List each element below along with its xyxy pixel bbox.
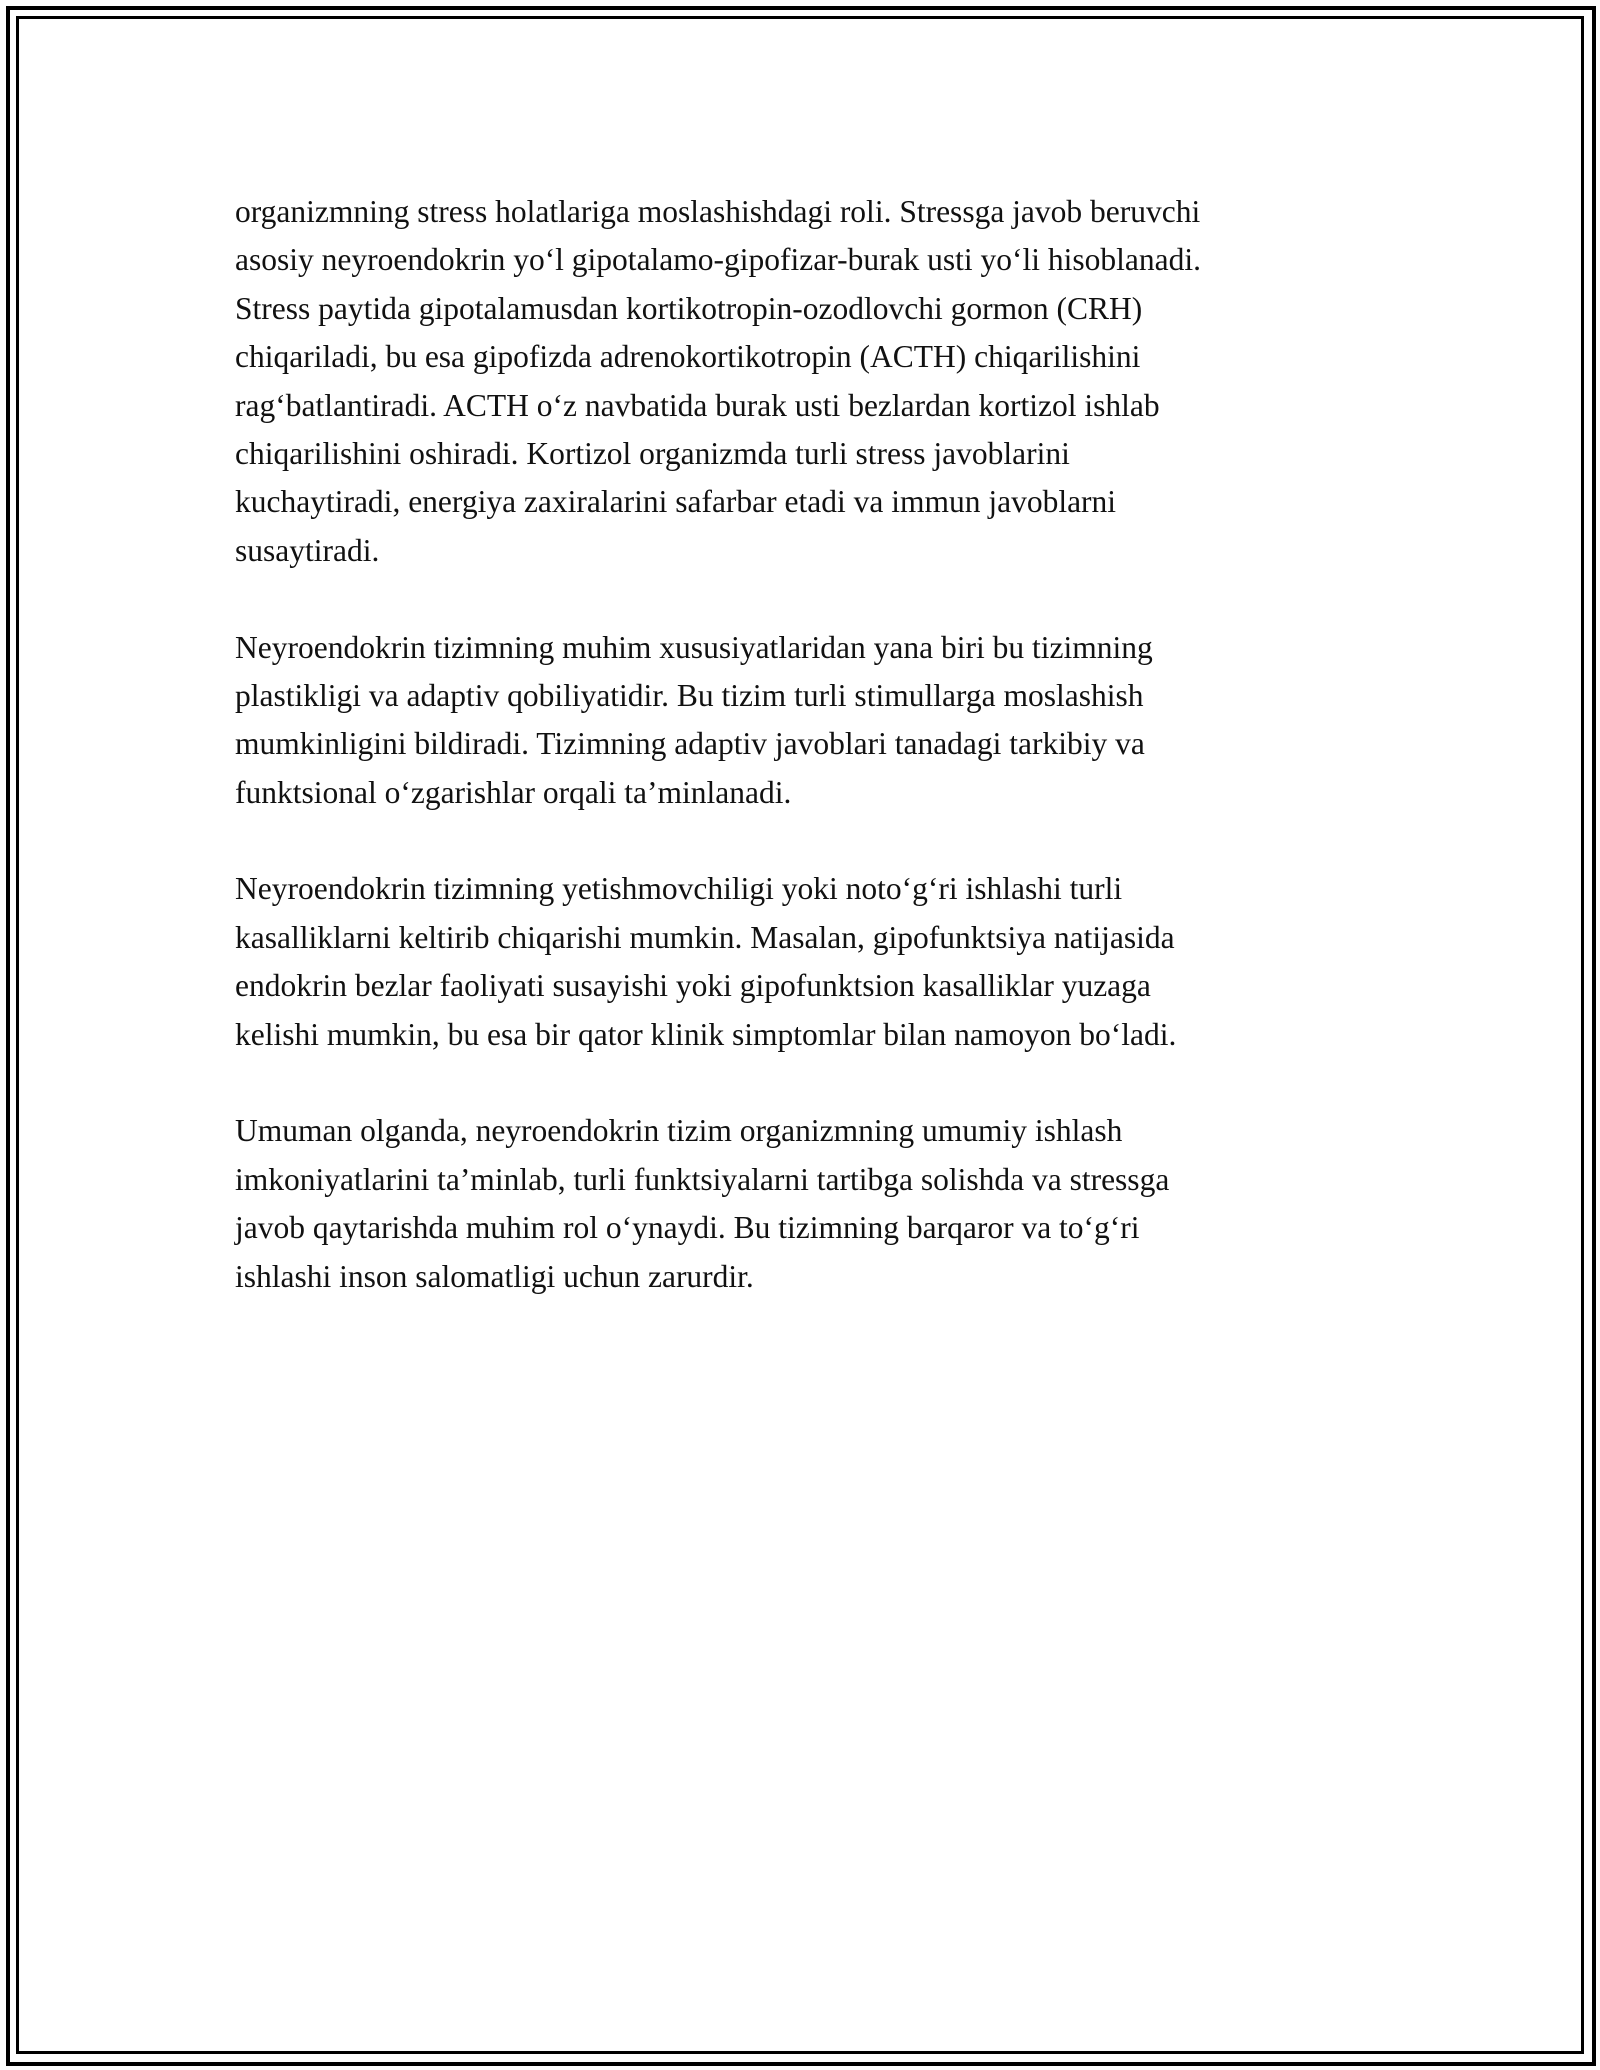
text-line: susaytiradi.	[235, 532, 380, 568]
text-line: endokrin bezlar faoliyati susayishi yoki gipofunktsion kasalliklar yuzaga	[235, 968, 1151, 1004]
text-line: plastikligi va adaptiv qobiliyatidir. Bu tizim turli stimullarga moslashish	[235, 677, 1144, 713]
text-line: kasalliklarni keltirib chiqarishi mumkin. Masalan, gipofunktsiya natijasida	[235, 919, 1175, 955]
paragraph-dysfunction	[235, 865, 1385, 1059]
text-line: Neyroendokrin tizimning muhim xususiyatlaridan yana biri bu tizimning	[235, 629, 1153, 665]
text-line: rag‘batlantiradi. ACTH o‘z navbatida burak usti bezlardan kortizol ishlab	[235, 387, 1160, 423]
text-line: kuchaytiradi, energiya zaxiralarini safarbar etadi va immun javoblarni	[235, 484, 1117, 520]
text-line: chiqarilishini oshiradi. Kortizol organizmda turli stress javoblarini	[235, 435, 1070, 471]
text-line: mumkinligini bildiradi. Tizimning adaptiv javoblari tanadagi tarkibiy va	[235, 726, 1145, 762]
text-line: ishlashi inson salomatligi uchun zarurdir.	[235, 1258, 754, 1294]
text-line: imkoniyatlarini ta’minlab, turli funktsiyalarni tartibga solishda va stressga	[235, 1161, 1170, 1197]
text-line: Neyroendokrin tizimning yetishmovchiligi yoki noto‘g‘ri ishlashi turli	[235, 871, 1123, 907]
text-line: funktsional o‘zgarishlar orqali ta’minlanadi.	[235, 774, 792, 810]
paragraph-conclusion	[235, 1107, 1385, 1301]
text-line: javob qaytarishda muhim rol o‘ynaydi. Bu tizimning barqaror va to‘g‘ri	[235, 1210, 1140, 1246]
paragraph-plasticity	[235, 624, 1385, 818]
text-line: organizmning stress holatlariga moslashishdagi roli. Stressga javob beruvchi	[235, 194, 1201, 229]
paragraph-stress-response	[235, 188, 1385, 575]
text-line: asosiy neyroendokrin yo‘l gipotalamo-gipofizar-burak usti yo‘li hisoblanadi.	[235, 242, 1202, 278]
text-line: Stress paytida gipotalamusdan kortikotropin-ozodlovchi gormon (CRH)	[235, 290, 1143, 326]
text-line: Umuman olganda, neyroendokrin tizim organizmning umumiy ishlash	[235, 1113, 1123, 1149]
text-line: chiqariladi, bu esa gipofizda adrenokortikotropin (ACTH) chiqarilishini	[235, 339, 1141, 375]
document-body	[235, 188, 1385, 1349]
text-line: kelishi mumkin, bu esa bir qator klinik simptomlar bilan namoyon bo‘ladi.	[235, 1016, 1177, 1052]
